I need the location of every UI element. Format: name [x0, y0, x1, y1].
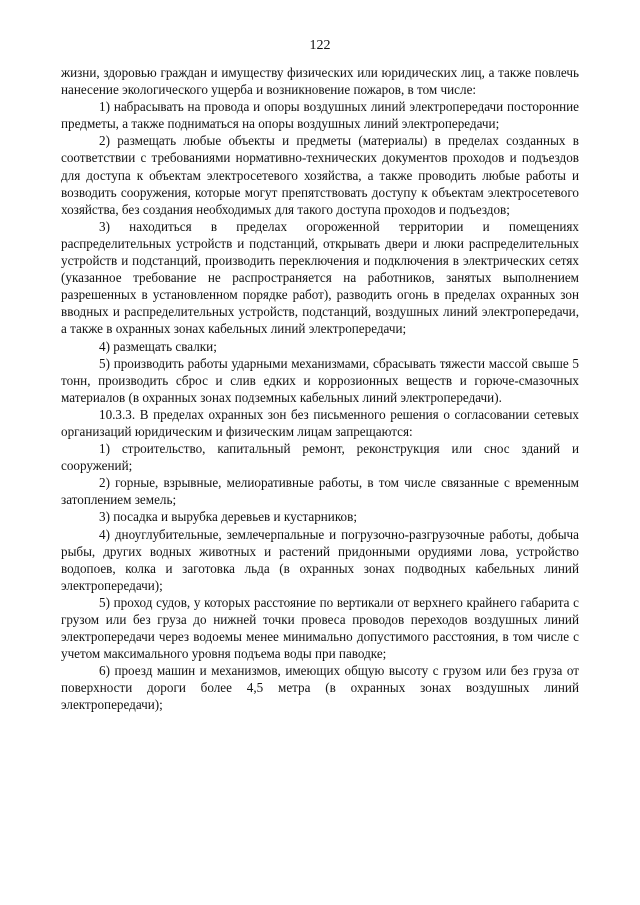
paragraph-item-4: 4) размещать свалки; — [99, 338, 217, 354]
page-number: 122 — [309, 38, 331, 53]
section-10-3-3-heading: 10.3.3. В пределах охранных зон без письменного решения о согласовании сетевых организаций юридическим и физическим лицам запрещаются: — [61, 406, 579, 439]
paragraph-10-3-3-item-6: 6) проезд машин и механизмов, имеющих общую высоту с грузом или без груза от поверхности дороги более 4,5 метра (в охранных зонах воздушных линий электропередачи); — [61, 663, 579, 713]
paragraph-10-3-3-item-4: 4) дноуглубительные, землечерпальные и погрузочно-разгрузочные работы, добыча рыбы, других водных животных и растений придонными орудиями лова, устройство водопоев, колка и заготовка льда (в охранных зонах подводных кабельных линий электропередачи); — [61, 526, 579, 593]
paragraph-item-2: 2) размещать любые объекты и предметы (материалы) в пределах созданных в соответствии с требованиями нормативно-технических документов проходов и подъездов для доступа к объектам электросетевого хозяйства, а также проводить любые работы и возводить сооружения, которые могут препятствовать доступу к объектам электросетевого хозяйства, без создания необходимых для такого доступа проходов и подъездов; — [61, 133, 579, 217]
paragraph-10-3-3-item-3: 3) посадка и вырубка деревьев и кустарников; — [99, 509, 357, 525]
paragraph-item-1: 1) набрасывать на провода и опоры воздушных линий электропередачи посторонние предметы, а также подниматься на опоры воздушных линий электропередачи; — [61, 99, 579, 132]
paragraph-intro-continuation: жизни, здоровью граждан и имуществу физических или юридических лиц, а также повлечь нанесение экологического ущерба и возникновение пожаров, в том числе: — [61, 65, 579, 98]
paragraph-10-3-3-item-2: 2) горные, взрывные, мелиоративные работы, в том числе связанные с временным затоплением земель; — [61, 475, 579, 508]
paragraph-item-3: 3) находиться в пределах огороженной территории и помещениях распределительных устройств и подстанций, открывать двери и люки распределительных устройств и подстанций, производить переключения и подключения в электрических сетях (указанное требование не распространяется на работников, занятых выполнением разрешенных в установленном порядке работ), разводить огонь в пределах охранных зон вводных и распределительных устройств, подстанций, воздушных линий электропередачи, а также в охранных зонах кабельных линий электропередачи; — [61, 218, 579, 337]
body-text — [61, 64, 579, 714]
paragraph-10-3-3-item-5: 5) проход судов, у которых расстояние по вертикали от верхнего крайнего габарита с грузом или без груза до нижней точки провеса проводов переходов воздушных линий электропередачи через водоемы менее минимально допустимого расстояния, в том числе с учетом максимального уровня подъема воды при паводке; — [61, 594, 579, 662]
paragraph-item-5: 5) производить работы ударными механизмами, сбрасывать тяжести массой свыше 5 тонн, производить сброс и слив едких и коррозионных веществ и горюче-смазочных материалов (в охранных зонах подземных кабельных линий электропередачи). — [61, 355, 579, 405]
paragraph-10-3-3-item-1: 1) строительство, капитальный ремонт, реконструкция или снос зданий и сооружений; — [61, 441, 579, 474]
